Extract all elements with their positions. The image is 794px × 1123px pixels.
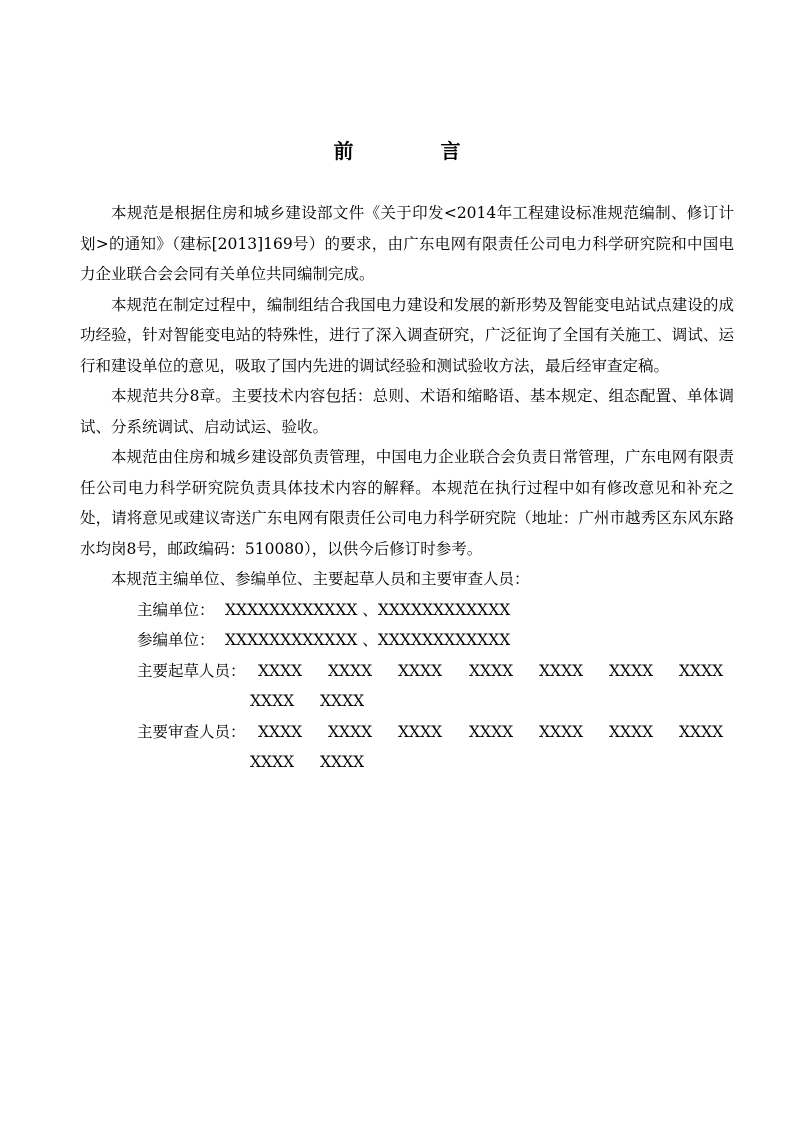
participating-units-row — [80, 625, 734, 656]
reviewer-name: XXXX — [398, 722, 443, 741]
participating-units-value: XXXXXXXXXXXX 、XXXXXXXXXXXX — [225, 631, 511, 649]
reviewers-label: 主要审查人员： — [137, 722, 246, 741]
reviewer-name: XXXX — [250, 753, 295, 771]
paragraph-process: 本规范在制定过程中，编制组结合我国电力建设和发展的新形势及智能变电站试点建设的成功经验，针对智能变电站的特殊性，进行了深入调查研究，广泛征询了全国有关施工、调试、运行和建设单位的意见，吸取了国内先进的调试经验和测试验收方法，最后经审查定稿。 — [80, 295, 734, 375]
reviewer-name: XXXX — [258, 722, 303, 741]
drafter-name: XXXX — [469, 661, 514, 680]
document-body — [80, 198, 734, 778]
drafter-name: XXXX — [328, 661, 373, 680]
participating-units-label: 参编单位： — [137, 631, 215, 649]
paragraph-contents: 本规范共分8章。主要技术内容包括：总则、术语和缩略语、基本规定、组态配置、单体调试、分系统调试、启动试运、验收。 — [80, 387, 734, 436]
drafters-block — [80, 656, 734, 717]
reviewer-name: XXXX — [539, 722, 584, 741]
drafter-name: XXXX — [320, 692, 365, 710]
paragraph-participants-intro: 本规范主编单位、参编单位、主要起草人员和主要审查人员： — [111, 570, 530, 588]
reviewer-name: XXXX — [679, 722, 724, 741]
drafter-name: XXXX — [398, 661, 443, 680]
reviewer-name: XXXX — [328, 722, 373, 741]
paragraph-management: 本规范由住房和城乡建设部负责管理，中国电力企业联合会负责日常管理，广东电网有限责任公司电力科学研究院负责具体技术内容的解释。本规范在执行过程中如有修改意见和补充之处，请将意见或建议寄送广东电网有限责任公司电力科学研究院（地址：广州市越秀区东风东路水均岗8号，邮政编码：510080），以供今后修订时参考。 — [80, 448, 734, 558]
reviewer-name: XXXX — [609, 722, 654, 741]
reviewer-name: XXXX — [469, 722, 514, 741]
page-title: 前 言 — [333, 139, 501, 163]
drafter-name: XXXX — [679, 661, 724, 680]
chief-units-row — [80, 595, 734, 626]
paragraph-basis: 本规范是根据住房和城乡建设部文件《关于印发<2014年工程建设标准规范编制、修订计划>的通知》（建标[2013]169号）的要求，由广东电网有限责任公司电力科学研究院和中国电力企业联合会会同有关单位共同编制完成。 — [80, 204, 734, 283]
drafter-name: XXXX — [250, 692, 295, 710]
drafter-name: XXXX — [539, 661, 584, 680]
chief-units-label: 主编单位： — [137, 600, 215, 619]
reviewer-name: XXXX — [320, 753, 365, 771]
drafter-name: XXXX — [258, 661, 303, 680]
chief-units-value: XXXXXXXXXXXX 、XXXXXXXXXXXX — [225, 600, 511, 619]
reviewers-block — [80, 717, 734, 778]
drafters-label: 主要起草人员： — [137, 661, 246, 680]
drafter-name: XXXX — [609, 661, 654, 680]
